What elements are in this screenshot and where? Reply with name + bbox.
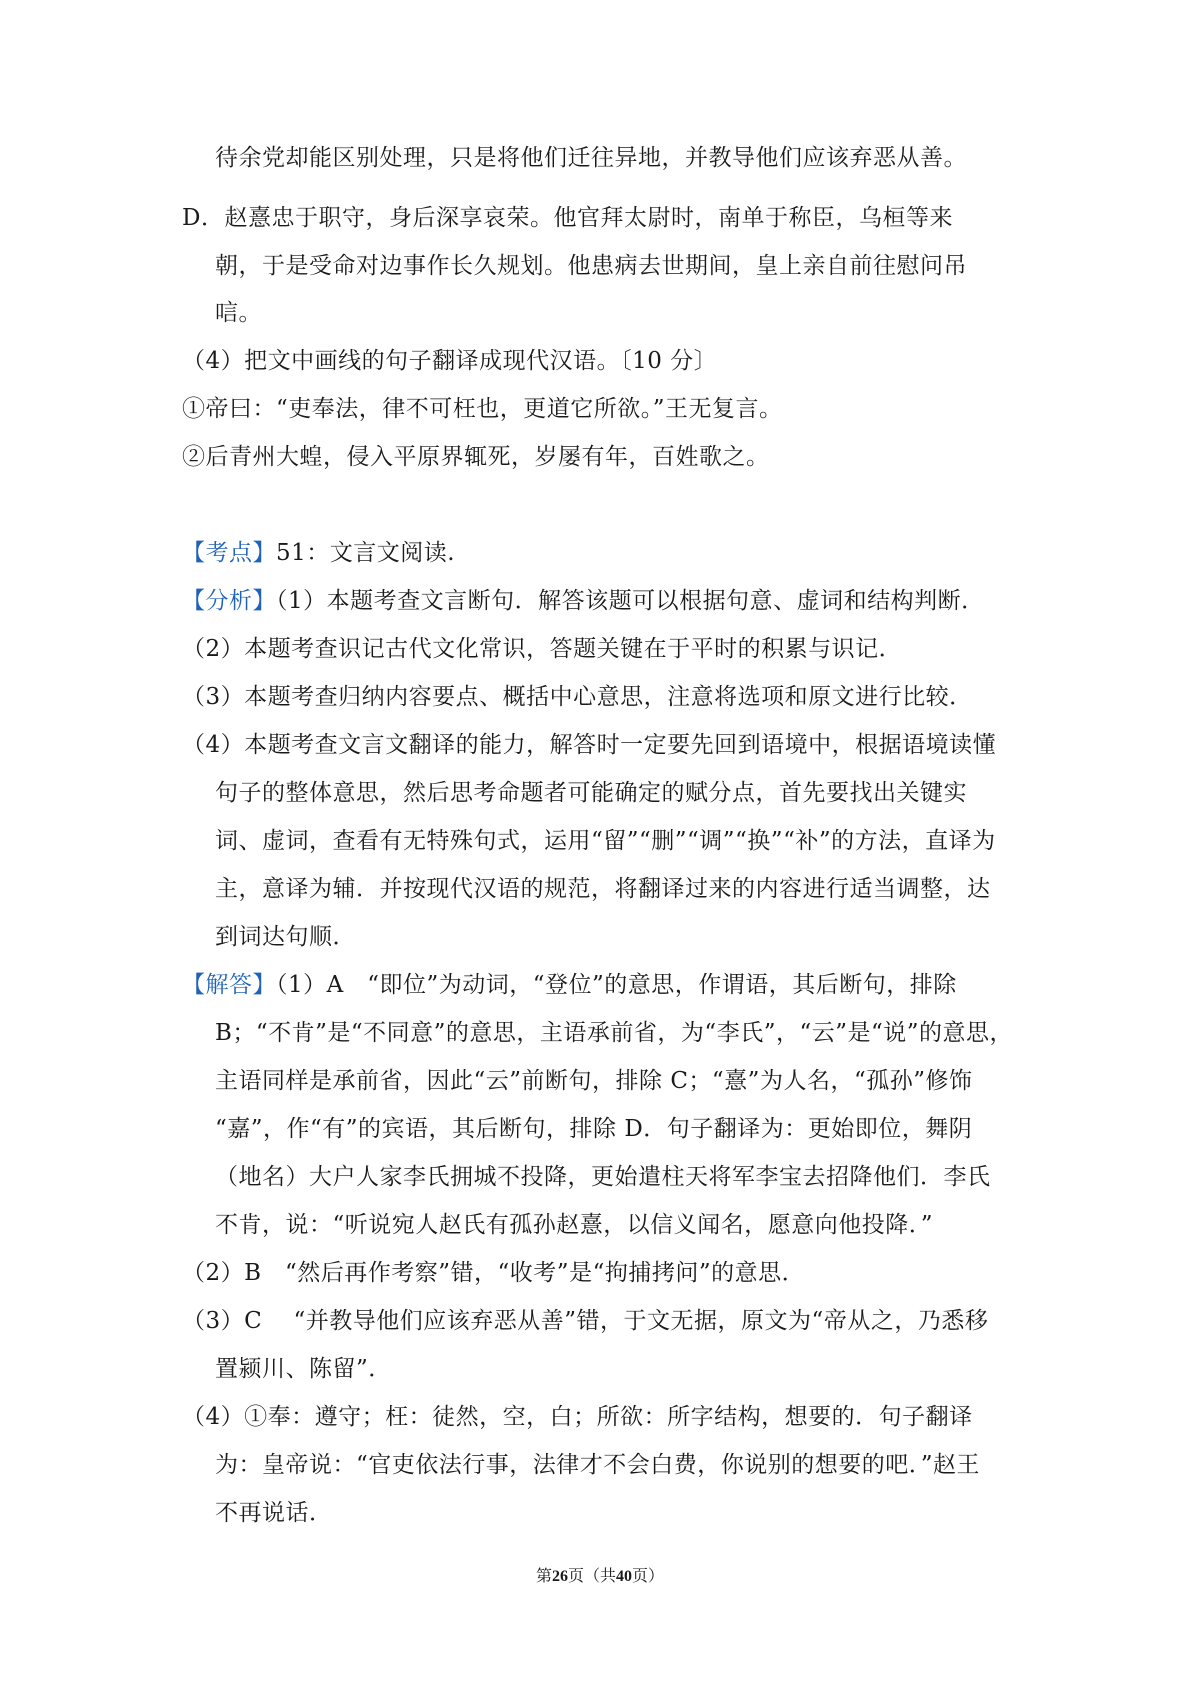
fenxi-line-5: 句子的整体意思，然后思考命题者可能确定的赋分点，首先要找出关键实 [215, 780, 967, 806]
footer-total-pages: 40 [616, 1568, 632, 1585]
jieda-section [182, 969, 957, 1001]
option-d-line-3: 唁。 [215, 300, 262, 326]
footer-page-number: 26 [551, 1568, 568, 1585]
footer-suffix: 页） [632, 1566, 665, 1585]
question-4-sentence-2: ②后青州大蝗，侵入平原界辄死，岁屡有年，百姓歌之。 [182, 444, 770, 470]
jieda-line-10: （4）①奉：遵守；枉：徒然，空，白；所欲：所字结构，想要的．句子翻译 [182, 1404, 973, 1430]
jieda-tag: 【解答】 [182, 972, 276, 998]
jieda-line-3: 主语同样是承前省，因此“云”前断句，排除 C；“憙”为人名，“孤孙”修饰 [215, 1068, 973, 1094]
question-4: （4）把文中画线的句子翻译成现代汉语。〔10 分〕 [182, 348, 718, 374]
fenxi-line-1: （1）本题考查文言断句．解答该题可以根据句意、虚词和结构判断． [276, 588, 985, 614]
jieda-line-1: （1）A “即位”为动词，“登位”的意思，作谓语，其后断句，排除 [276, 972, 957, 998]
jieda-line-7: （2）B “然后再作考察”错，“收考”是“拘捕拷问”的意思． [182, 1260, 806, 1286]
fenxi-line-8: 到词达句顺． [215, 924, 356, 950]
kaodian-section [182, 537, 455, 569]
fenxi-line-7: 主，意译为辅．并按现代汉语的规范，将翻译过来的内容进行适当调整，达 [215, 876, 991, 902]
fenxi-line-3: （3）本题考查归纳内容要点、概括中心意思，注意将选项和原文进行比较． [182, 684, 973, 710]
option-d-line-1: D．赵憙忠于职守，身后深享哀荣。他官拜太尉时，南单于称臣，乌桓等来 [182, 205, 953, 231]
jieda-line-12: 不再说话． [215, 1500, 333, 1526]
option-c-continuation: 待余党却能区别处理，只是将他们迁往异地，并教导他们应该弃恶从善。 [215, 145, 967, 171]
footer-middle: 页（共 [567, 1566, 616, 1585]
jieda-line-8: （3）C “并教导他们应该弃恶从善”错，于文无据，原文为“帝从之，乃悉移 [182, 1308, 989, 1334]
option-d-line-2: 朝，于是受命对边事作长久规划。他患病去世期间，皇上亲自前往慰问吊 [215, 253, 967, 279]
jieda-line-5: （地名）大户人家李氏拥城不投降，更始遣柱天将军李宝去招降他们．李氏 [215, 1164, 991, 1190]
kaodian-text: 51：文言文阅读. [276, 540, 456, 566]
question-4-sentence-1: ①帝曰：“吏奉法，律不可枉也，更道它所欲。”王无复言。 [182, 396, 783, 422]
footer-prefix: 第 [535, 1566, 552, 1585]
fenxi-line-4: （4）本题考查文言文翻译的能力，解答时一定要先回到语境中，根据语境读懂 [182, 732, 997, 758]
jieda-line-6: 不肯，说：“听说宛人赵氏有孤孙赵憙，以信义闻名，愿意向他投降．” [215, 1212, 934, 1238]
fenxi-tag: 【分析】 [182, 588, 276, 614]
fenxi-line-6: 词、虚词，查看有无特殊句式，运用“留”“删”“调”“换”“补”的方法，直译为 [215, 828, 996, 854]
jieda-line-11: 为：皇帝说：“官吏依法行事，法律才不会白费，你说别的想要的吧．”赵王 [215, 1452, 981, 1478]
fenxi-line-2: （2）本题考查识记古代文化常识，答题关键在于平时的积累与识记． [182, 636, 903, 662]
jieda-line-2: B；“不肯”是“不同意”的意思，主语承前省，为“李氏”，“云”是“说”的意思， [215, 1020, 1013, 1046]
fenxi-section [182, 585, 985, 617]
jieda-line-4: “嘉”，作“有”的宾语，其后断句，排除 D．句子翻译为：更始即位，舞阴 [215, 1116, 973, 1142]
kaodian-tag: 【考点】 [182, 540, 276, 566]
jieda-line-9: 置颍川、陈留”． [215, 1356, 392, 1382]
page-footer [0, 1565, 1200, 1588]
